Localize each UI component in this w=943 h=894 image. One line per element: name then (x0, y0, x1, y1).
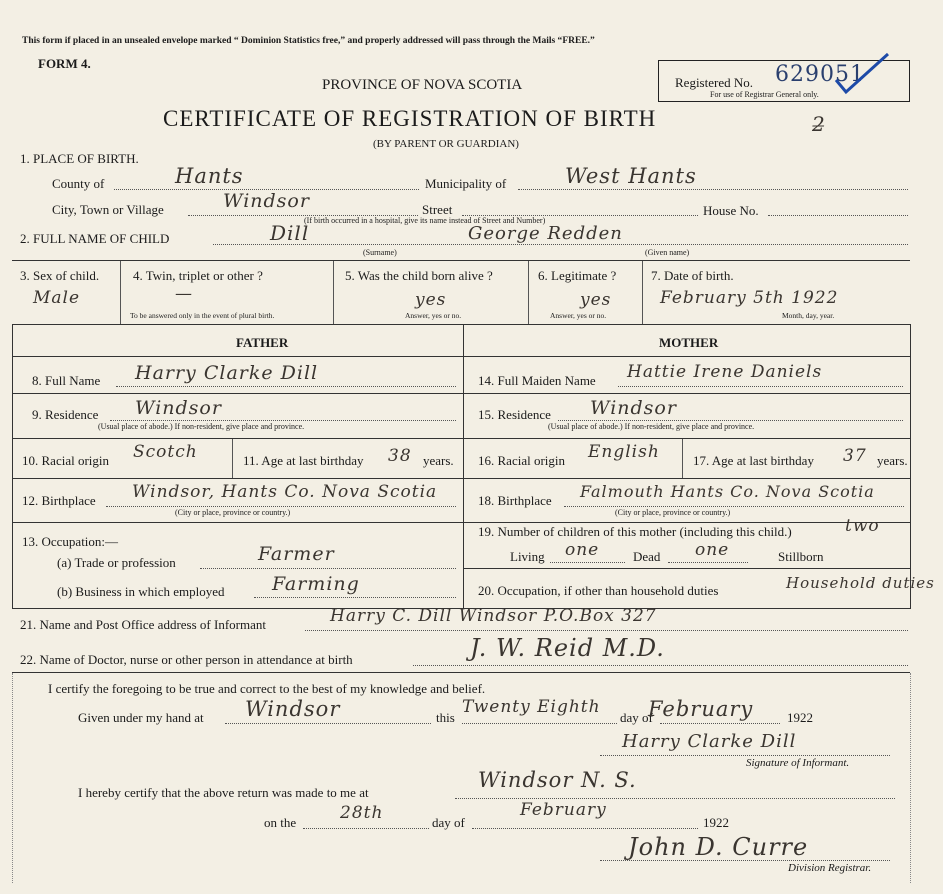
registered-label: Registered No. (675, 75, 753, 90)
legitimate-note: Answer, yes or no. (550, 311, 607, 320)
father-birthplace-note: (City or place, province or country.) (175, 508, 291, 517)
municipality-value: West Hants (565, 164, 697, 188)
check-mark-icon (832, 50, 892, 98)
father-name-label: 8. Full Name (32, 373, 101, 388)
mother-birthplace-label: 18. Birthplace (478, 493, 552, 508)
father-residence-label: 9. Residence (32, 407, 99, 422)
father-business-value: Farming (272, 573, 360, 595)
page-title: CERTIFICATE OF REGISTRATION OF BIRTH (163, 106, 657, 131)
mother-name-label: 14. Full Maiden Name (478, 373, 596, 388)
mother-occupation-value: Household duties (786, 574, 935, 592)
twin-value: — (175, 284, 193, 304)
given-place-value: Windsor (245, 697, 341, 721)
mother-children-value: two (845, 516, 880, 536)
registrar-signature-caption: Division Registrar. (788, 862, 872, 874)
given-month-value: February (648, 697, 754, 721)
registered-number: 629051 (775, 62, 865, 87)
certification-statement: I certify the foregoing to be true and correct to the best of my knowledge and belief. (48, 681, 486, 696)
county-label: County of (52, 176, 105, 191)
registrar-statement: I hereby certify that the above return was made to me at (78, 785, 369, 800)
legitimate-label: 6. Legitimate ? (538, 268, 617, 283)
corner-mark: 2̶ (812, 112, 826, 136)
date-of-birth-label: 7. Date of birth. (651, 268, 734, 283)
mother-age-value: 37 (843, 446, 867, 466)
father-trade-value: Farmer (258, 543, 335, 565)
father-residence-note: (Usual place of abode.) If non-resident, give place and province. (98, 422, 305, 431)
sex-value: Male (33, 288, 81, 308)
father-age-unit: years. (423, 453, 454, 468)
this-day-value: Twenty Eighth (462, 697, 601, 717)
child-surname-value: Dill (270, 221, 310, 245)
alive-label: 5. Was the child born alive ? (345, 268, 493, 283)
date-note: Month, day, year. (782, 311, 835, 320)
street-label: Street (422, 202, 453, 217)
father-racial-label: 10. Racial origin (22, 453, 110, 468)
mother-residence-label: 15. Residence (478, 407, 551, 422)
father-name-value: Harry Clarke Dill (135, 362, 319, 384)
informant-label: 21. Name and Post Office address of Informant (20, 617, 266, 632)
living-value: one (565, 540, 600, 560)
mother-residence-value: Windsor (590, 397, 677, 419)
mother-name-value: Hattie Irene Daniels (627, 362, 823, 382)
on-the-label: on the (264, 815, 297, 830)
legitimate-value: yes (580, 290, 612, 310)
mother-racial-value: English (588, 442, 660, 462)
mother-children-label: 19. Number of children of this mother (including this child.) (478, 524, 792, 539)
father-birthplace-label: 12. Birthplace (22, 493, 96, 508)
mother-heading: MOTHER (659, 335, 719, 350)
father-occupation-label: 13. Occupation:— (22, 534, 119, 549)
given-year-value: 1922 (787, 710, 813, 725)
mailing-notice: This form if placed in an unsealed envelope marked “ Dominion Statistics free,” and properly addressed will pass through the Mails “FREE.” (22, 36, 595, 46)
county-value: Hants (175, 164, 244, 188)
registrar-note: For use of Registrar General only. (710, 90, 819, 99)
doctor-label: 22. Name of Doctor, nurse or other person in attendance at birth (20, 652, 353, 667)
sex-label: 3. Sex of child. (20, 268, 100, 283)
alive-note: Answer, yes or no. (405, 311, 462, 320)
child-name-label: 2. FULL NAME OF CHILD (20, 231, 170, 246)
doctor-value: J. W. Reid M.D. (470, 634, 665, 662)
date-of-birth-value: February 5th 1922 (660, 288, 839, 308)
mother-residence-note: (Usual place of abode.) If non-resident, give place and province. (548, 422, 755, 431)
informant-signature-caption: Signature of Informant. (746, 757, 850, 769)
form-number: FORM 4. (38, 56, 91, 71)
child-given-value: George Redden (468, 223, 623, 244)
province-heading: PROVINCE OF NOVA SCOTIA (322, 77, 523, 93)
father-age-label: 11. Age at last birthday (243, 453, 364, 468)
living-label: Living (510, 549, 545, 564)
house-no-label: House No. (703, 203, 759, 218)
given-label: Given under my hand at (78, 710, 204, 725)
day-of-label: day of (620, 710, 653, 725)
father-birthplace-value: Windsor, Hants Co. Nova Scotia (132, 482, 438, 502)
dead-label: Dead (633, 549, 661, 564)
city-value: Windsor (223, 190, 310, 212)
registrar-place-value: Windsor N. S. (478, 768, 637, 792)
registrar-day-value: 28th (340, 803, 384, 823)
mother-birthplace-note: (City or place, province or country.) (615, 508, 731, 517)
place-of-birth-heading: 1. PLACE OF BIRTH. (20, 151, 139, 166)
this-label: this (436, 710, 455, 725)
father-age-value: 38 (388, 446, 412, 466)
surname-caption: (Surname) (363, 248, 397, 257)
city-label: City, Town or Village (52, 202, 164, 217)
twin-note: To be answered only in the event of plural birth. (130, 311, 275, 320)
given-caption: (Given name) (645, 248, 690, 257)
twin-label: 4. Twin, triplet or other ? (133, 268, 263, 283)
father-trade-label: (a) Trade or profession (57, 555, 176, 570)
informant-signature: Harry Clarke Dill (622, 731, 797, 752)
father-business-label: (b) Business in which employed (57, 584, 225, 599)
page-subtitle: (BY PARENT OR GUARDIAN) (373, 138, 519, 150)
registrar-month-value: February (520, 800, 607, 820)
dead-value: one (695, 540, 730, 560)
father-heading: FATHER (236, 335, 289, 350)
registrar-year-value: 1922 (703, 815, 729, 830)
registrar-day-of-label: day of (432, 815, 465, 830)
father-residence-value: Windsor (135, 397, 222, 419)
municipality-label: Municipality of (425, 176, 507, 191)
mother-occupation-label: 20. Occupation, if other than household duties (478, 583, 719, 598)
informant-value: Harry C. Dill Windsor P.O.Box 327 (330, 606, 657, 626)
mother-age-label: 17. Age at last birthday (693, 453, 814, 468)
father-racial-value: Scotch (133, 442, 198, 462)
alive-value: yes (415, 290, 447, 310)
mother-racial-label: 16. Racial origin (478, 453, 566, 468)
registrar-signature: John D. Curre (628, 833, 809, 861)
mother-age-unit: years. (877, 453, 908, 468)
mother-birthplace-value: Falmouth Hants Co. Nova Scotia (580, 482, 875, 501)
stillborn-label: Stillborn (778, 549, 824, 564)
hospital-note: (If birth occurred in a hospital, give its name instead of Street and Number) (304, 216, 546, 225)
